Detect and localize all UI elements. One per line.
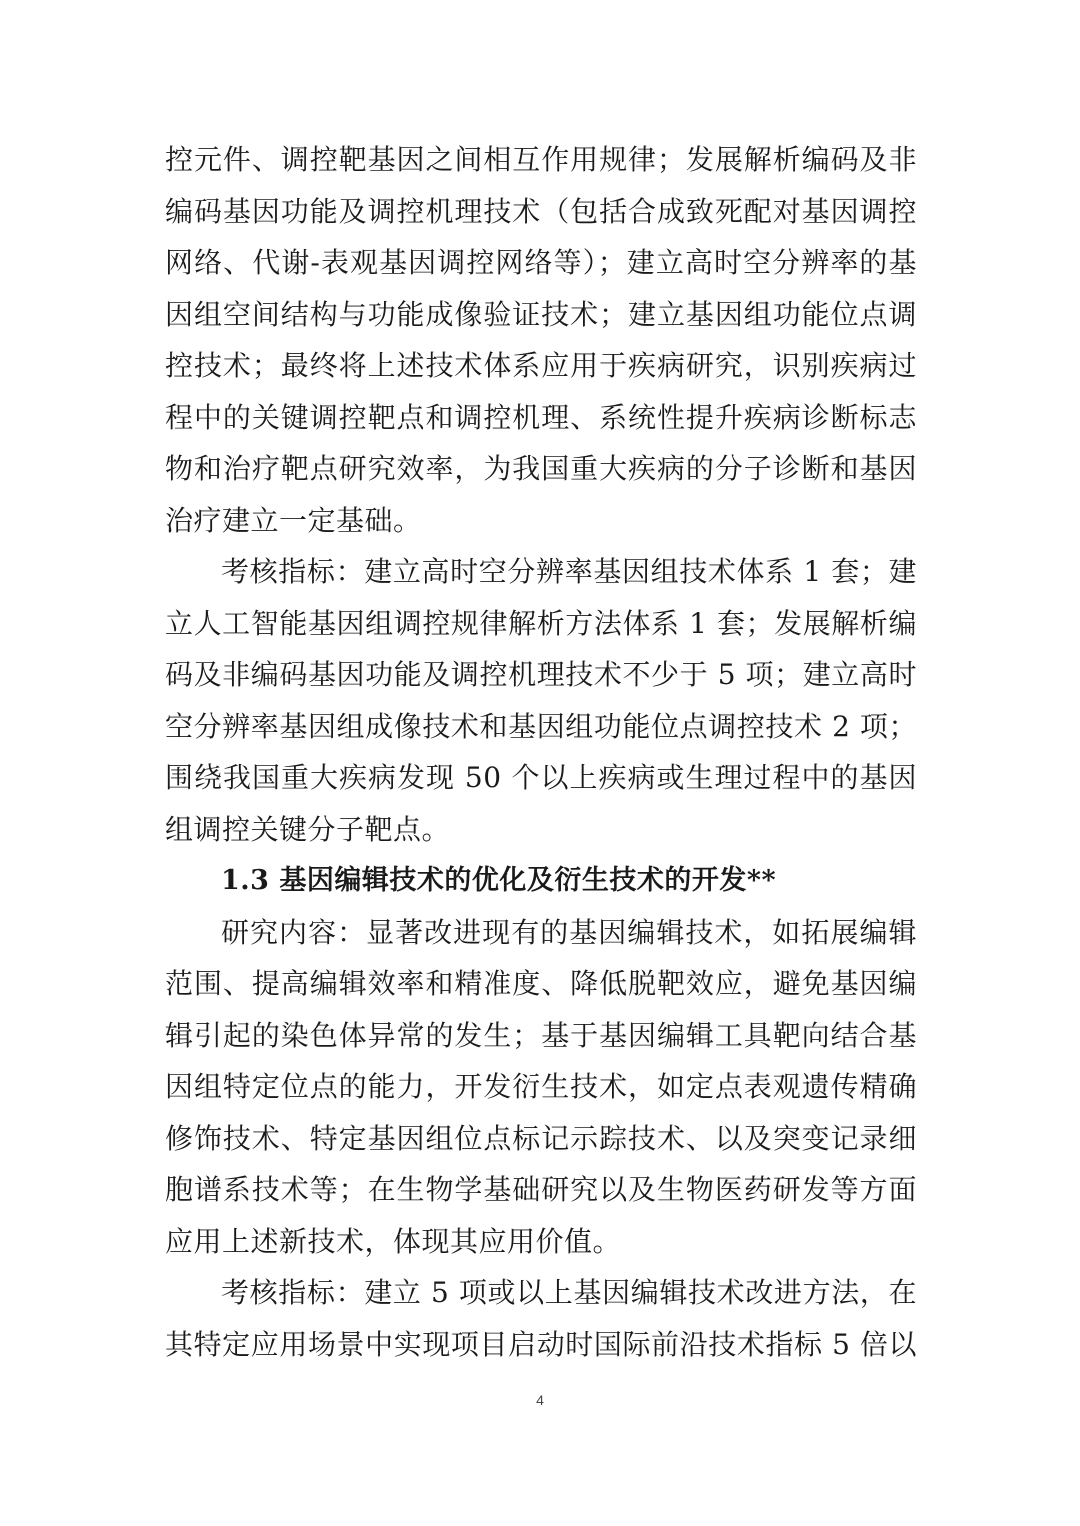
text-line: 胞谱系技术等；在生物学基础研究以及生物医药研发等方面 (165, 1173, 917, 1206)
text-line: 码及非编码基因功能及调控机理技术不少于 5 项；建立高时 (165, 658, 917, 691)
section-heading: 1.3 基因编辑技术的优化及衍生技术的开发** (221, 865, 777, 896)
text-line: 立人工智能基因组调控规律解析方法体系 1 套；发展解析编 (165, 606, 917, 640)
text-line: 程中的关键调控靶点和调控机理、系统性提升疾病诊断标志 (165, 400, 917, 434)
text-line: 空分辨率基因组成像技术和基因组功能位点调控技术 2 项； (165, 709, 917, 743)
text-line: 网络、代谢-表观基因调控网络等）；建立高时空分辨率的基 (165, 246, 917, 279)
text-line: 应用上述新技术，体现其应用价值。 (165, 1224, 622, 1258)
text-line: 控技术；最终将上述技术体系应用于疾病研究，识别疾病过 (165, 349, 917, 382)
body-text (165, 134, 917, 1370)
text-line: 控元件、调控靶基因之间相互作用规律；发展解析编码及非 (165, 143, 917, 176)
text-line: 物和治疗靶点研究效率，为我国重大疾病的分子诊断和基因 (165, 452, 917, 485)
text-line: 研究内容：显著改进现有的基因编辑技术，如拓展编辑 (221, 915, 917, 949)
text-line: 其特定应用场景中实现项目启动时国际前沿技术指标 5 倍以 (165, 1327, 917, 1361)
text-line: 考核指标：建立 5 项或以上基因编辑技术改进方法，在 (221, 1276, 917, 1309)
text-line: 范围、提高编辑效率和精准度、降低脱靶效应，避免基因编 (165, 967, 917, 1000)
text-line: 因组特定位点的能力，开发衍生技术，如定点表观遗传精确 (165, 1070, 917, 1103)
text-line: 编码基因功能及调控机理技术（包括合成致死配对基因调控 (165, 194, 917, 228)
text-line: 辑引起的染色体异常的发生；基于基因编辑工具靶向结合基 (165, 1018, 917, 1052)
text-line: 修饰技术、特定基因组位点标记示踪技术、以及突变记录细 (165, 1121, 917, 1155)
text-line: 因组空间结构与功能成像验证技术；建立基因组功能位点调 (165, 297, 917, 331)
text-line: 考核指标：建立高时空分辨率基因组技术体系 1 套；建 (221, 555, 917, 588)
text-line: 组调控关键分子靶点。 (165, 812, 451, 846)
text-line: 治疗建立一定基础。 (165, 503, 422, 537)
text-line: 围绕我国重大疾病发现 50 个以上疾病或生理过程中的基因 (165, 761, 917, 794)
page-number: 4 (536, 1392, 544, 1408)
